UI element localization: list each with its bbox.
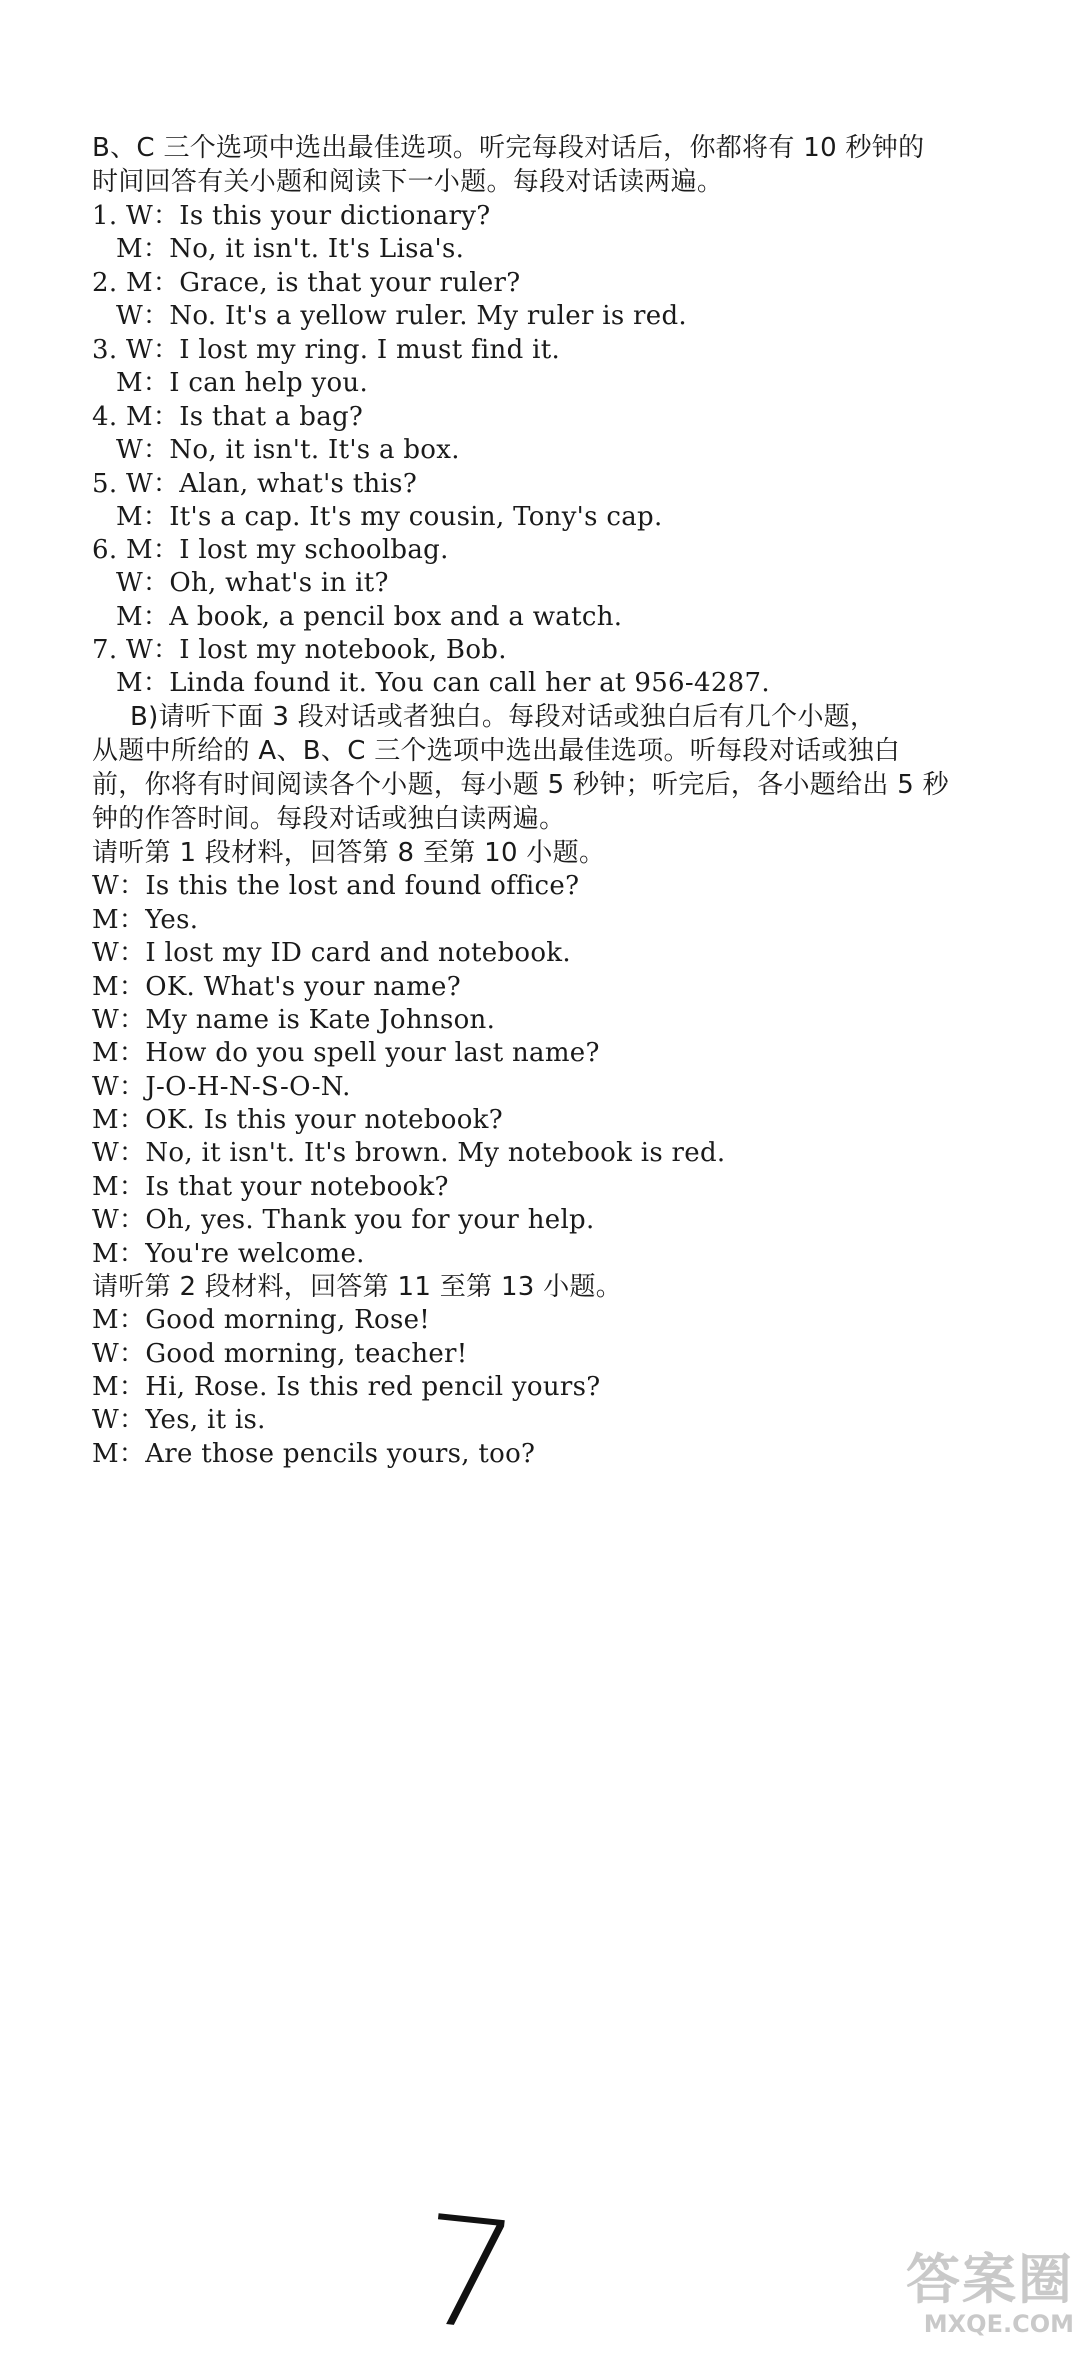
section-2-title: 请听第 2 段材料，回答第 11 至第 13 小题。 (92, 1272, 623, 1302)
dialogue-line: M：Hi, Rose. Is this red pencil yours? (92, 1372, 601, 1402)
instruction-line: 从题中所给的 A、B、C 三个选项中选出最佳选项。听每段对话或独白 (92, 736, 901, 766)
dialogue-line: 3. W：I lost my ring. I must find it. (92, 335, 561, 365)
dialogue-line: M：A book, a pencil box and a watch. (116, 602, 623, 632)
section-1-title: 请听第 1 段材料，回答第 8 至第 10 小题。 (92, 838, 606, 868)
dialogue-line: M：It's a cap. It's my cousin, Tony's cap. (116, 502, 663, 532)
watermark (906, 2250, 1074, 2338)
dialogue-line: M：No, it isn't. It's Lisa's. (116, 234, 465, 264)
dialogue-line: W：No. It's a yellow ruler. My ruler is red. (116, 301, 687, 331)
dialogue-line: W：No, it isn't. It's a box. (116, 435, 460, 465)
dialogue-line: M：OK. Is this your notebook? (92, 1105, 503, 1135)
dialogue-line: W：No, it isn't. It's brown. My notebook is red. (92, 1138, 726, 1168)
dialogue-line: 4. M：Is that a bag? (92, 402, 364, 432)
dialogue-line: 1. W：Is this your dictionary? (92, 201, 491, 231)
intro-line: B、C 三个选项中选出最佳选项。听完每段对话后，你都将有 10 秒钟的 (92, 133, 925, 163)
dialogue-line: M：You're welcome. (92, 1239, 365, 1269)
instruction-line: 钟的作答时间。每段对话或独白读两遍。 (92, 804, 566, 834)
dialogue-line: M：Good morning, Rose! (92, 1305, 431, 1335)
dialogue-line: W：Yes, it is. (92, 1405, 266, 1435)
dialogue-line: W：I lost my ID card and notebook. (92, 938, 571, 968)
dialogue-line: W：Good morning, teacher! (92, 1339, 468, 1369)
dialogue-line: W：Oh, yes. Thank you for your help. (92, 1205, 595, 1235)
dialogue-line: W：J-O-H-N-S-O-N. (92, 1072, 351, 1102)
handwritten-page-number: 7 (411, 2183, 525, 2367)
dialogue-line: 2. M：Grace, is that your ruler? (92, 268, 521, 298)
instruction-line: 前，你将有时间阅读各个小题，每小题 5 秒钟；听完后，各小题给出 5 秒 (92, 770, 949, 800)
dialogue-line: M：Is that your notebook? (92, 1172, 449, 1202)
intro-line: 时间回答有关小题和阅读下一小题。每段对话读两遍。 (92, 167, 724, 197)
dialogue-line: M：Yes. (92, 905, 199, 935)
watermark-url: MXQE.COM (923, 2310, 1074, 2338)
dialogue-line: M：How do you spell your last name? (92, 1038, 600, 1068)
dialogue-line: W：Oh, what's in it? (116, 568, 389, 598)
watermark-logo: 答案圈 (906, 2248, 1074, 2311)
dialogue-line: W：Is this the lost and found office? (92, 871, 580, 901)
dialogue-line: 6. M：I lost my schoolbag. (92, 535, 449, 565)
instruction-line: B)请听下面 3 段对话或者独白。每段对话或独白后有几个小题， (130, 702, 877, 732)
dialogue-line: M：Are those pencils yours, too? (92, 1439, 536, 1469)
dialogue-line: M：OK. What's your name? (92, 972, 461, 1002)
dialogue-line: 5. W：Alan, what's this? (92, 469, 418, 499)
dialogue-line: W：My name is Kate Johnson. (92, 1005, 496, 1035)
dialogue-line: M：I can help you. (116, 368, 369, 398)
dialogue-line: 7. W：I lost my notebook, Bob. (92, 635, 507, 665)
dialogue-line: M：Linda found it. You can call her at 956-4287. (116, 668, 770, 698)
